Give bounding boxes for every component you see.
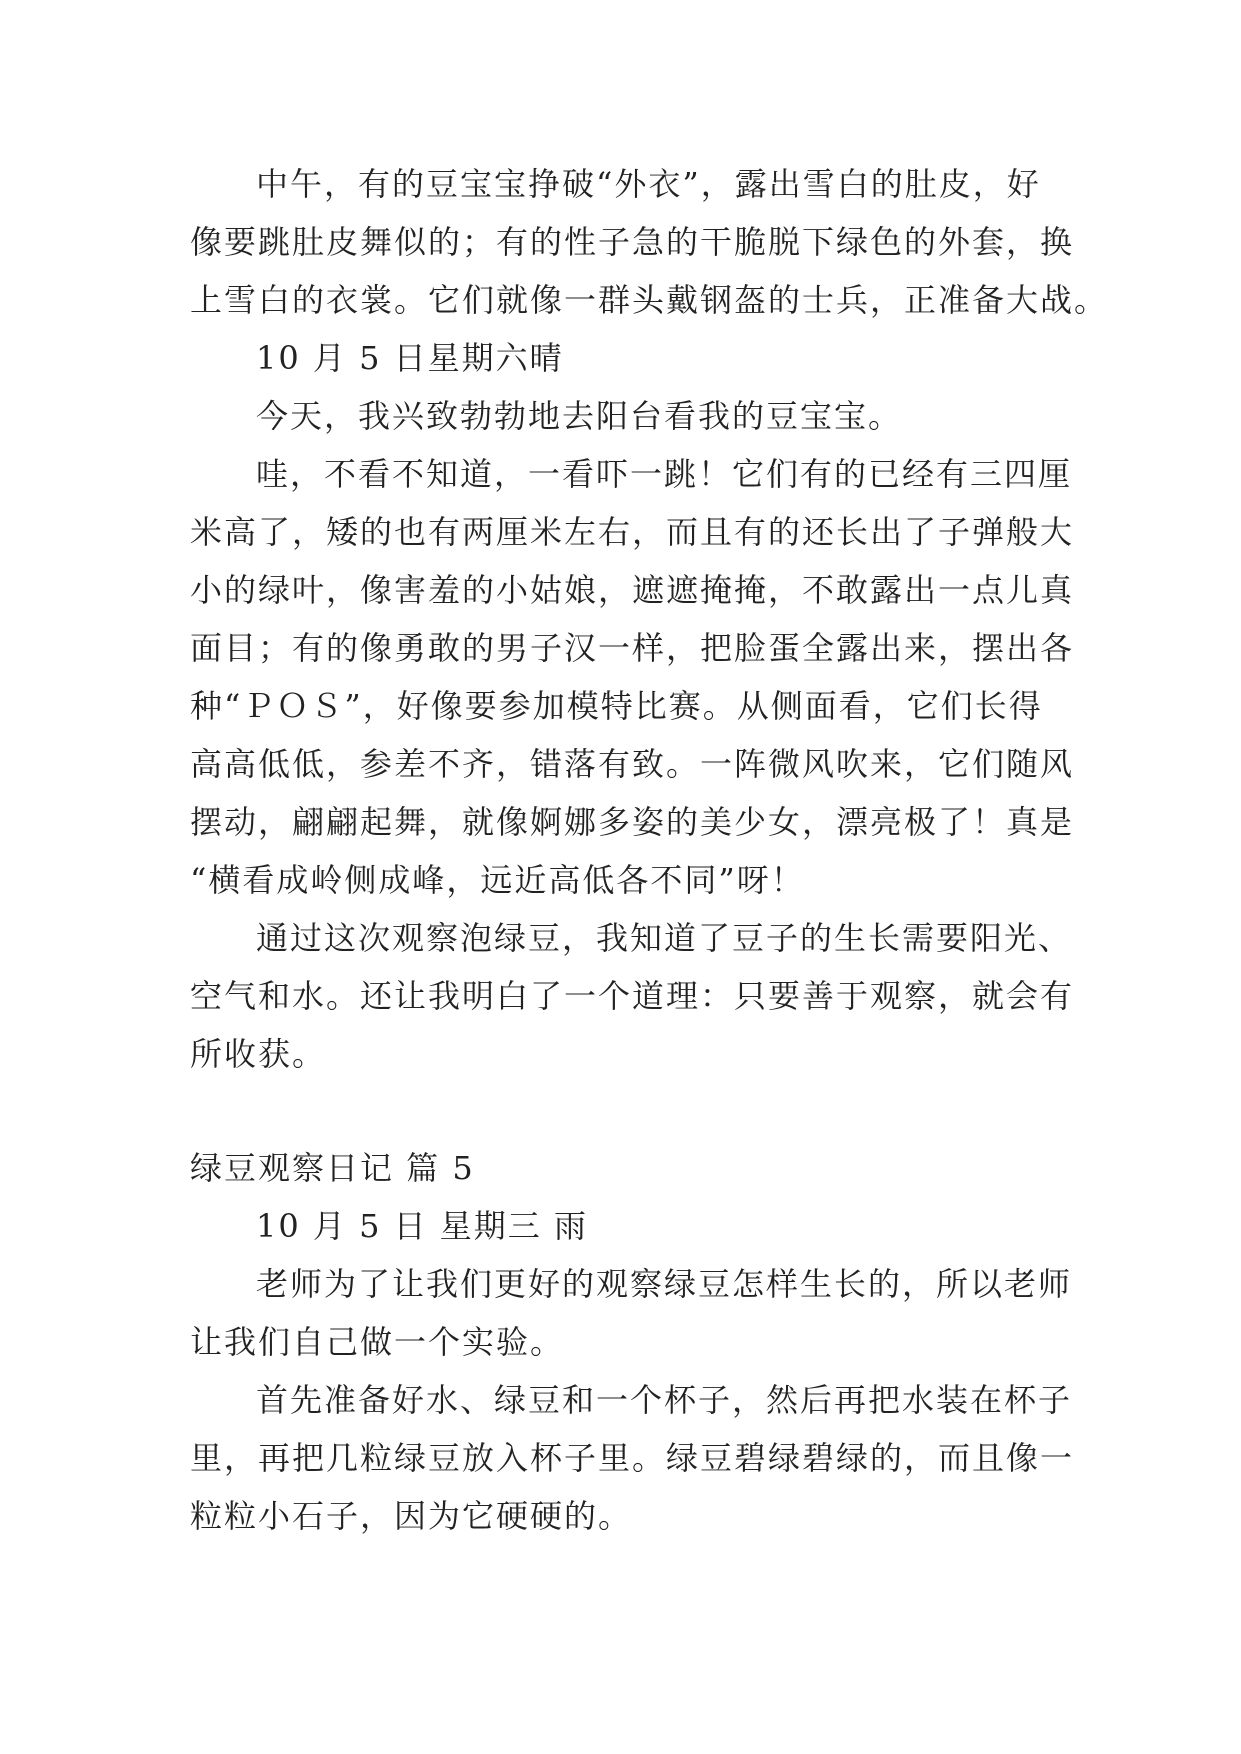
text-line: 粒粒小石子，因为它硬硬的。 bbox=[190, 1497, 633, 1535]
paragraph-observation bbox=[190, 445, 1075, 909]
text-line: 面目；有的像勇敢的男子汉一样，把脸蛋全露出来，摆出各 bbox=[190, 629, 1075, 667]
text-line: 高高低低，参差不齐，错落有致。一阵微风吹来，它们随风 bbox=[190, 745, 1075, 783]
diary-date: 10 月 5 日星期六晴 bbox=[256, 339, 564, 377]
paragraph-today bbox=[190, 387, 1050, 445]
text-line: 像要跳肚皮舞似的；有的性子急的干脆脱下绿色的外套，换 bbox=[190, 223, 1075, 261]
diary-date: 10 月 5 日 星期三 雨 bbox=[256, 1207, 588, 1245]
text-line: 所收获。 bbox=[190, 1035, 327, 1073]
text-line: 小的绿叶，像害羞的小姑娘，遮遮掩掩，不敢露出一点儿真 bbox=[190, 571, 1075, 609]
text-line: 哇，不看不知道，一看吓一跳！它们有的已经有三四厘 bbox=[256, 455, 1073, 493]
text-line: 通过这次观察泡绿豆，我知道了豆子的生长需要阳光、 bbox=[256, 919, 1073, 957]
text-line: 首先准备好水、绿豆和一个杯子，然后再把水装在杯子 bbox=[256, 1381, 1073, 1419]
text-line: 空气和水。还让我明白了一个道理：只要善于观察，就会有 bbox=[190, 977, 1075, 1015]
document-body bbox=[190, 155, 1109, 1545]
text-line: 让我们自己做一个实验。 bbox=[190, 1323, 565, 1361]
text-line: 今天，我兴致勃勃地去阳台看我的豆宝宝。 bbox=[256, 397, 903, 435]
text-line: 中午，有的豆宝宝挣破“外衣”，露出雪白的肚皮，好 bbox=[256, 165, 1041, 203]
text-line: 摆动，翩翩起舞，就像婀娜多姿的美少女，漂亮极了！真是 bbox=[190, 803, 1075, 841]
text-line: 上雪白的衣裳。它们就像一群头戴钢盔的士兵，正准备大战。 bbox=[190, 281, 1109, 319]
text-line: 老师为了让我们更好的观察绿豆怎样生长的，所以老师 bbox=[256, 1265, 1073, 1303]
text-line: 种“ＰＯＳ”，好像要参加模特比赛。从侧面看，它们长得 bbox=[190, 687, 1043, 725]
text-line: “横看成岭侧成峰，远近高低各不同”呀！ bbox=[190, 861, 805, 899]
section-gap bbox=[190, 1083, 1050, 1139]
paragraph-teacher bbox=[190, 1255, 1073, 1371]
paragraph-preparation bbox=[190, 1371, 1075, 1545]
paragraph-conclusion bbox=[190, 909, 1075, 1083]
text-line: 米高了，矮的也有两厘米左右，而且有的还长出了子弹般大 bbox=[190, 513, 1075, 551]
paragraph-noon bbox=[190, 155, 1109, 329]
text-line: 里，再把几粒绿豆放入杯子里。绿豆碧绿碧绿的，而且像一 bbox=[190, 1439, 1075, 1477]
section-heading: 绿豆观察日记 篇 5 bbox=[190, 1149, 475, 1187]
